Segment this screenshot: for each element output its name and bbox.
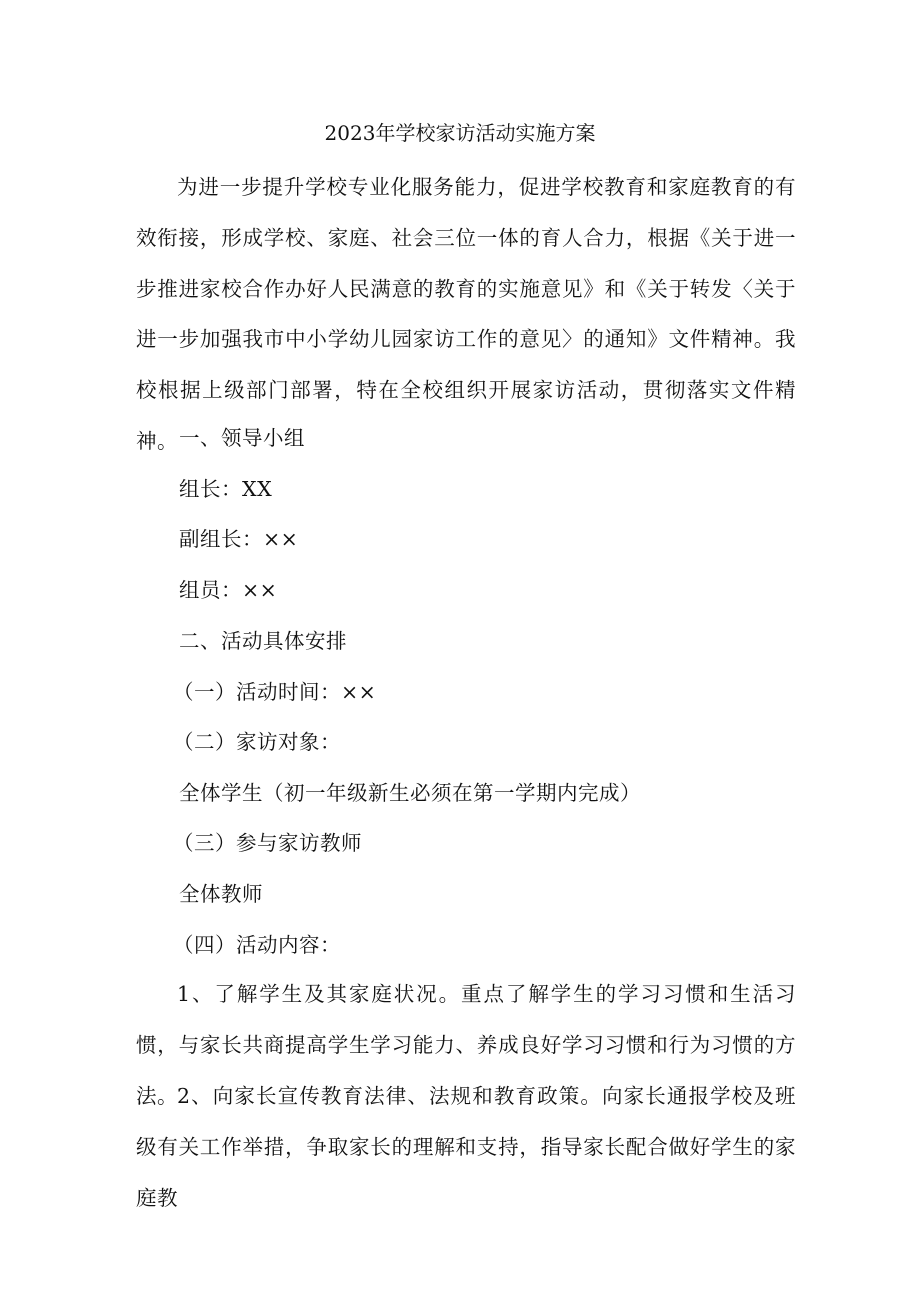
item2-content-line: 全体学生（初一年级新生必须在第一学期内完成）	[179, 781, 641, 805]
item4-line: （四）活动内容：	[173, 933, 341, 957]
leader-line: 组长：XX	[179, 477, 273, 501]
item3-content-line: 全体教师	[179, 882, 263, 906]
members-line: 组员：××	[179, 578, 278, 602]
deputy-leader-line: 副组长：××	[179, 527, 299, 551]
intro-paragraph: 为进一步提升学校专业化服务能力，促进学校教育和家庭教育的有效衔接，形成学校、家庭、社会三位一体的育人合力，根据《关于进一步推进家校合作办好人民满意的教育的实施意见》和《关于转发〈关于进一步加强我市中小学幼儿园家访工作的意见〉的通知》文件精神。我校根据上级部门部署，特在全校组织开展家访活动，贯彻落实文件精神。	[136, 175, 796, 453]
section1-heading: 一、领导小组	[179, 426, 305, 450]
content1-paragraph: 1、了解学生及其家庭状况。重点了解学生的学习习惯和生活习惯，与家长共商提高学生学习能力、养成良好学习习惯和行为习惯的方法。	[136, 982, 796, 1108]
item1-line: （一）活动时间：××	[173, 680, 377, 704]
section2-heading: 二、活动具体安排	[179, 629, 347, 653]
item3-line: （三）参与家访教师	[173, 831, 362, 855]
document-title: 2023年学校家访活动实施方案	[324, 121, 596, 145]
content2-paragraph: 2、向家长宣传教育法律、法规和教育政策。向家长通报学校及班级有关工作举措，争取家长的理解和支持，指导家长配合做好学生的家庭教	[136, 1084, 796, 1210]
item2-line: （二）家访对象：	[173, 730, 341, 754]
